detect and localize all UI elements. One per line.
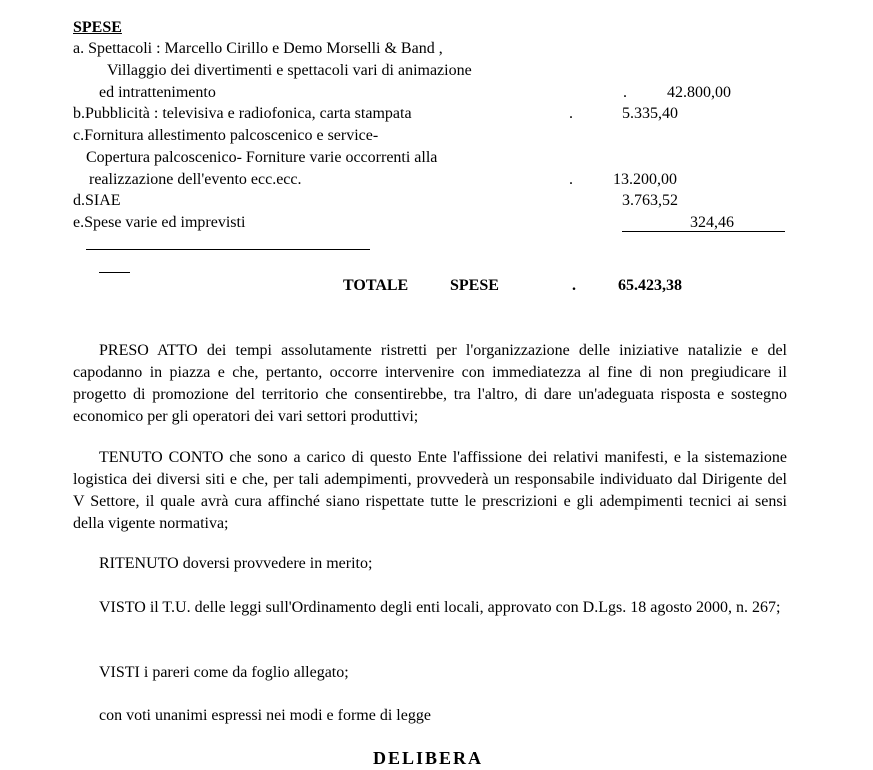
separator-line-short — [99, 272, 130, 273]
spese-item-a-amount: 42.800,00 — [667, 84, 731, 101]
spese-item-c-dot: . — [569, 171, 573, 188]
spese-item-b-dot: . — [569, 105, 573, 122]
spese-item-e-line: e.Spese varie ed imprevisti — [73, 214, 246, 231]
paragraph-visti: VISTI i pareri come da foglio allegato; — [99, 664, 349, 681]
spese-item-c-line3: realizzazione dell'evento ecc.ecc. — [89, 171, 302, 188]
totale-label: TOTALE — [343, 277, 409, 294]
spese-item-d-amount: 3.763,52 — [622, 192, 678, 209]
spese-item-a-dot: . — [623, 84, 627, 101]
paragraph-preso-atto: PRESO ATTO dei tempi assolutamente ristretti per l'organizzazione delle iniziative natalizie e del capodanno in piazza e che, pertanto, occorre intervenire con immediatezza al fine di non pregiudicare il progetto di promozione del territorio che consentirebbe, tra l'altro, di dare un'adeguata risposta e sostegno economico per gli operatori dei vari settori produttivi; — [73, 342, 787, 425]
spese-item-c-line2: Copertura palcoscenico- Forniture varie occorrenti alla — [86, 149, 438, 166]
totale-amount: 65.423,38 — [618, 277, 682, 294]
delibera-heading: DELIBERA — [373, 748, 484, 768]
separator-line-long — [86, 249, 370, 250]
spese-sum-underline — [622, 231, 785, 232]
paragraph-visto: VISTO il T.U. delle leggi sull'Ordinamento degli enti locali, approvato con D.Lgs. 18 agosto 2000, n. 267; — [99, 599, 781, 616]
totale-dot: . — [572, 277, 576, 294]
spese-item-b-line: b.Pubblicità : televisiva e radiofonica, carta stampata — [73, 105, 412, 122]
spese-item-c-amount: 13.200,00 — [613, 171, 677, 188]
totale-spese-label: SPESE — [450, 277, 499, 294]
paragraph-tenuto-conto: TENUTO CONTO che sono a carico di questo Ente l'affissione dei relativi manifesti, e la sistemazione logistica dei diversi siti e che, per tali adempimenti, provvederà un responsabile individuato dal Dirigente del V Settore, il quale avrà cura affinché siano rispettate tutte le prescrizioni e gli adempimenti tecnici ai sensi della vigente normativa; — [73, 449, 787, 532]
spese-heading: SPESE — [73, 19, 122, 36]
paragraph-con-voti: con voti unanimi espressi nei modi e forme di legge — [99, 707, 431, 724]
spese-item-b-amount: 5.335,40 — [622, 105, 678, 122]
spese-item-e-amount: 324,46 — [690, 214, 734, 231]
spese-item-a-line2: Villaggio dei divertimenti e spettacoli vari di animazione — [107, 62, 472, 79]
spese-item-d-line: d.SIAE — [73, 192, 121, 209]
paragraph-ritenuto: RITENUTO doversi provvedere in merito; — [99, 555, 373, 572]
spese-item-a-line1: a. Spettacoli : Marcello Cirillo e Demo Morselli & Band , — [73, 40, 443, 57]
spese-item-a-line3: ed intrattenimento — [99, 84, 216, 101]
spese-item-c-line1: c.Fornitura allestimento palcoscenico e service- — [73, 127, 379, 144]
